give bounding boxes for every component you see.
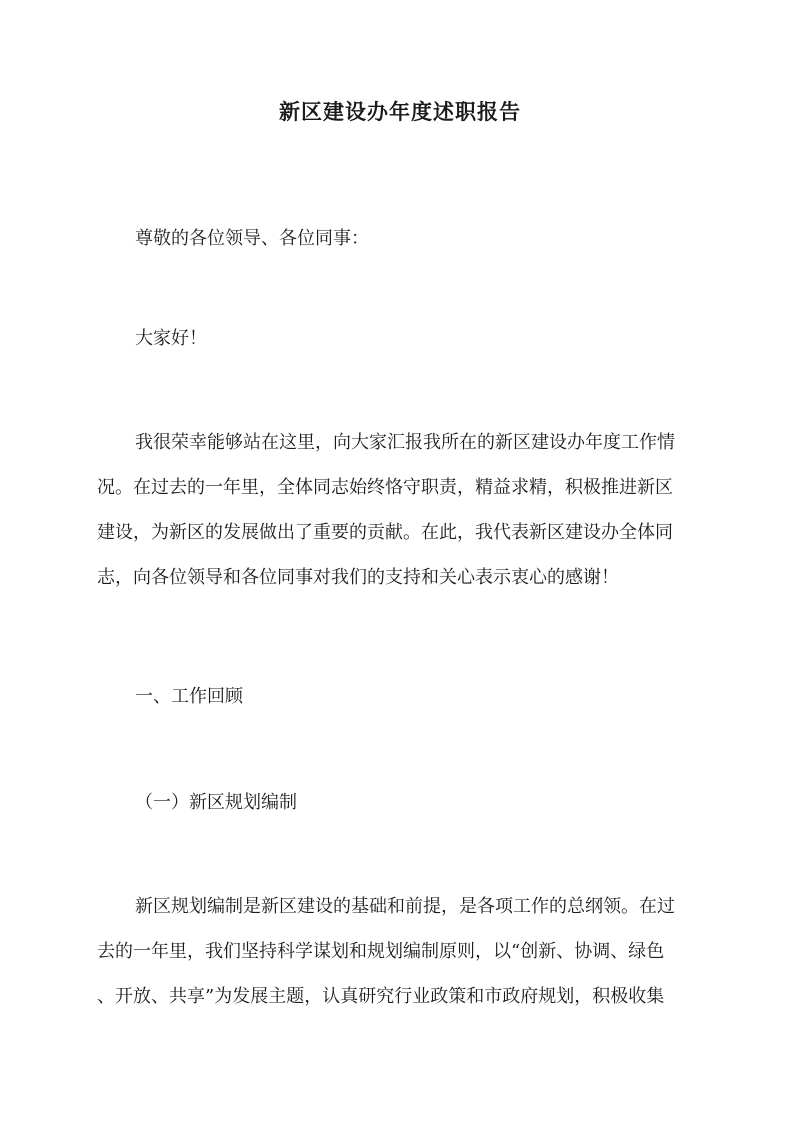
salutation: 尊敬的各位领导、各位同事： [135,228,369,249]
intro-paragraph [97,420,717,600]
subsection-heading: （一）新区规划编制 [135,792,297,813]
intro-line: 志，向各位领导和各位同事对我们的支持和关心表示衷心的感谢！ [97,567,619,588]
intro-line: 建设，为新区的发展做出了重要的贡献。在此，我代表新区建设办全体同 [97,522,673,543]
intro-line: 况。在过去的一年里，全体同志始终恪守职责，精益求精，积极推进新区 [97,477,673,498]
planning-paragraph [97,884,717,1019]
intro-line: 我很荣幸能够站在这里，向大家汇报我所在的新区建设办年度工作情 [135,432,675,453]
section-heading: 一、工作回顾 [135,686,243,707]
planning-line: 新区规划编制是新区建设的基础和前提，是各项工作的总纲领。在过 [135,896,675,917]
document-title: 新区建设办年度述职报告 [279,99,521,124]
planning-line: 、开放、共享”为发展主题，认真研究行业政策和市政府规划，积极收集 [97,986,665,1007]
planning-line: 去的一年里，我们坚持科学谋划和规划编制原则，以“创新、协调、绿色 [97,941,665,962]
greeting: 大家好！ [135,328,207,349]
